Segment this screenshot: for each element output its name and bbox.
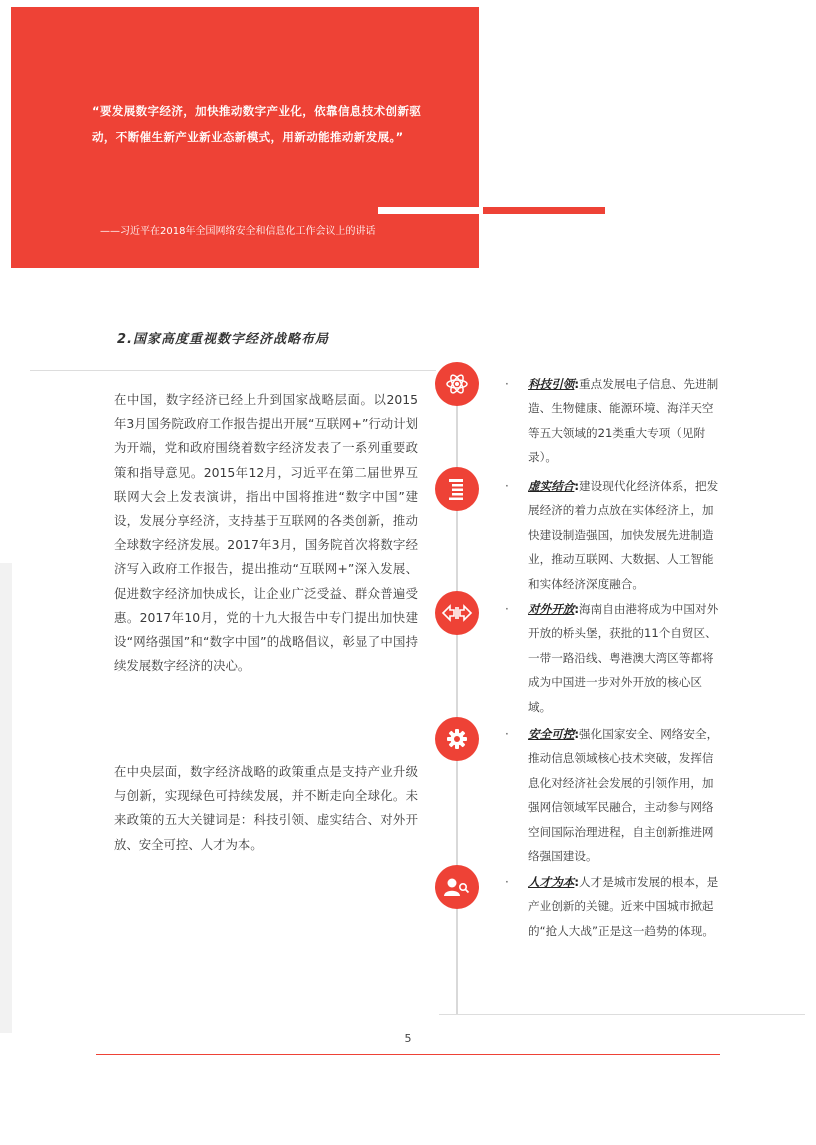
arrows-exchange-icon (441, 603, 473, 623)
keyword-4-icon-circle (435, 717, 479, 761)
keyword-item (505, 722, 725, 868)
quote-divider-white (378, 207, 479, 214)
keyword-text: 强化国家安全、网络安全，推动信息领域核心技术突破，发挥信息化对经济社会发展的引领作用，加强网信领域军民融合，主动参与网络空间国际治理进程，自主创新推进网络强国建设。 (528, 727, 719, 864)
atom-icon (445, 372, 469, 396)
left-edge-strip (0, 563, 12, 1033)
bullet: · (505, 602, 509, 616)
keyword-1-icon-circle (435, 362, 479, 406)
body-paragraph-2: 在中央层面，数字经济战略的政策重点是支持产业升级与创新，实现绿色可持续发展，并不断走向全球化。未来政策的五大关键词是：科技引领、虚实结合、对外开放、安全可控、人才为本。 (114, 764, 418, 852)
keyword-colon: : (574, 875, 580, 889)
keyword-colon: : (574, 602, 580, 616)
section-rule (30, 370, 436, 371)
keyword-text: 人才是城市发展的根本，是产业创新的关键。近来中国城市掀起的“抢人大战”正是这一趋势的体现。 (528, 875, 719, 938)
bottom-rule (439, 1014, 805, 1015)
bullet: · (505, 727, 509, 741)
keyword-title: 人才为本 (528, 875, 575, 889)
keyword-3-icon-circle (435, 591, 479, 635)
body-paragraph-1: 在中国，数字经济已经上升到国家战略层面。以2015年3月国务院政府工作报告提出开展“互联网+”行动计划为开端，党和政府围绕着数字经济发表了一系列重要政策和指导意见。2015年12月，习近平在第二届世界互联网大会上发表演讲，指出中国将推进“数字中国”建设，发展分享经济，支持基于互联网的各类创新，推动全球数字经济发展。2017年3月，国务院首次将数字经济写入政府工作报告，提出推动“互联网+”深入发展、促进数字经济加快成长，让企业广泛受益、群众普遍受惠。2017年10月，党的十九大报告中专门提出加快建设“网络强国”和“数字中国”的战略倡议，彰显了中国持续发展数字经济的决心。 (114, 392, 418, 674)
gear-icon (446, 728, 468, 750)
keyword-title: 对外开放 (528, 602, 575, 616)
keyword-title: 科技引领 (528, 377, 575, 391)
bullet: · (505, 377, 509, 391)
keyword-item (505, 474, 725, 596)
footer-rule (96, 1054, 720, 1055)
quote-text: “要发展数字经济，加快推动数字产业化，依靠信息技术创新驱动，不断催生新产业新业态新模式，用新动能推动新发展。” (92, 104, 422, 144)
quote-divider-red (483, 207, 605, 214)
keyword-5-icon-circle (435, 865, 479, 909)
section-title: 2.国家高度重视数字经济战略布局 (117, 332, 329, 347)
keyword-colon: : (574, 727, 580, 741)
person-search-icon (444, 877, 470, 897)
page-number: 5 (404, 1032, 412, 1045)
keyword-2-icon-circle (435, 467, 479, 511)
keyword-item (505, 597, 725, 719)
keyword-title: 安全可控 (528, 727, 575, 741)
document-icon (447, 477, 467, 501)
keyword-text: 海南自由港将成为中国对外开放的桥头堡，获批的11个自贸区、一带一路沿线、粤港澳大湾区等都将成为中国进一步对外开放的核心区域。 (528, 602, 719, 714)
keyword-item (505, 870, 725, 943)
keyword-text: 重点发展电子信息、先进制造、生物健康、能源环境、海洋天空等五大领域的21类重大专项（见附录）。 (528, 377, 719, 465)
keyword-title: 虚实结合 (528, 479, 575, 493)
keyword-colon: : (574, 377, 580, 391)
keyword-item (505, 372, 725, 470)
bullet: · (505, 479, 509, 493)
bullet: · (505, 875, 509, 889)
keyword-text: 建设现代化经济体系，把发展经济的着力点放在实体经济上，加快建设制造强国，加快发展先进制造业，推动互联网、大数据、人工智能和实体经济深度融合。 (528, 479, 719, 591)
keyword-colon: : (574, 479, 580, 493)
quote-source: ——习近平在2018年全国网络安全和信息化工作会议上的讲话 (100, 226, 376, 237)
